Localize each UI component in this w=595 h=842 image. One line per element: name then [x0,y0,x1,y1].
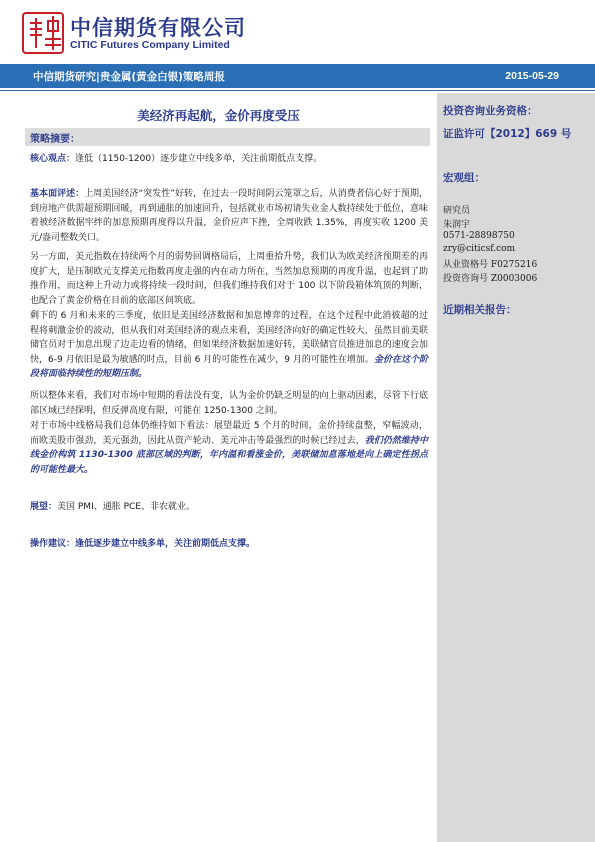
qualification-license: 证监许可【2012】669 号 [443,128,572,140]
core-view-text: 逢低（1150-1200）逐步建立中线多单，关注前期低点支撑。 [75,154,323,164]
analyst-phone: 0571-28898750 [443,231,515,241]
summary-section-label: 策略摘要： [30,134,80,145]
fundamental-paragraph [30,187,428,245]
core-view-label: 核心观点： [30,154,76,164]
citic-logo-icon [22,12,64,54]
outlook-paragraph-emphasis: 金价在这个阶段将面临持续性的短期压制。 [30,354,428,380]
analyst-cert-advisory: 投资咨询号 Z0003006 [443,274,538,284]
advice-text: 逢低逐步建立中线多单，关注前期低点支撑。 [75,539,256,549]
report-title: 美经济再起航，金价再度受压 [137,108,300,123]
usd-paragraph: 另一方面，美元指数在持续两个月的弱势回调格局后，上周重拾升势，我们认为欧美经济预期差的再度扩大，是压制欧元支撑美元指数再度走强的内在动力所在，当然加息预期的再度升温，也起到了助推作用，而这种上升动力或将持续一段时间，但我们维持我们对于 100 以下阶段箱体筑顶的判断，也配合了黄金价格在目前的底部区间筑底。 [30,252,428,306]
core-view-paragraph [30,152,428,167]
summary-section-bar [25,128,430,146]
fundamental-label: 基本面评述： [30,189,85,199]
fundamental-text: 上周美国经济“突发性”好转，在过去一段时间阴云笼罩之后，从消费者信心好于预期，到房地产供需超预期回暖，再到通胀的加速回升，包括就业市场初请失业金人数持续处于低位，意味着被经济数据牢绊的加息预期再度得以升温，金价应声下挫，全周收跌 1.35%，再度实收 1200 美元/盎司整数关口。 [30,189,428,243]
company-name-cn: 中信期货有限公司 [70,16,246,40]
report-date: 2015-05-29 [505,70,559,82]
report-series: 中信期货研究|贵金属(黄金白银)策略周报 [33,71,225,83]
prospect-label: 展望： [30,502,58,512]
overall-view-paragraph: 所以整体来看，我们对市场中短期的看法没有变，认为金价仍缺乏明显的向上驱动因素，尽管下行底部区域已经探明，但反弹高度有限，可能在 1250-1300 之间。 [30,391,428,416]
analyst-email[interactable]: zry@citicsf.com [443,244,516,254]
midterm-paragraph [30,419,428,477]
qualification-title: 投资咨询业务资格： [443,105,538,117]
prospect-text: 美国 PMI、通胀 PCE、非农就业。 [57,502,195,512]
advice-paragraph [30,537,428,552]
analyst-cert-practice: 从业资格号 F0275216 [443,260,538,270]
midterm-paragraph-text: 对于市场中线格局我们总体仍维持如下看法：展望最近 5 个月的时间，金价持续盘整，窄幅波动，而欧美股市强劲，美元强劲，因此从资产轮动、美元冲击等最强烈的时候已经过去， [30,421,428,446]
report-series-banner [0,64,595,88]
analyst-role: 研究员 [443,206,471,216]
prospect-paragraph [30,500,428,515]
macro-group-title: 宏观组： [443,172,485,184]
advice-label: 操作建议： [30,539,76,549]
header-divider [0,90,595,91]
company-name-en: CITIC Futures Company Limited [70,39,230,51]
midterm-paragraph-emphasis: 我们仍然维持中线金价构筑 1130-1300 底部区域的判断，年内温和看涨金价，美联储加息落地是向上确定性拐点的可能性最大。 [30,435,428,475]
analyst-name: 朱润宇 [443,220,471,230]
recent-reports-title: 近期相关报告： [443,304,517,316]
outlook-paragraph [30,309,428,382]
outlook-paragraph-text: 剩下的 6 月和未来的三季度，依旧是美国经济数据和加息博弈的过程，在这个过程中此消彼超的过程将刺激金价的波动，但从我们对美国经济的观点来看，美国经济向好的确定性较大，虽然目前美联储官员对于加息出现了边走边看的情绪，但如果经济数据加速好转，美联储官员推进加息的速度会加快，6-9 月依旧是最为敏感的时点，目前 6 月的可能性在减少，9 月的可能性在增加。 [30,311,428,365]
